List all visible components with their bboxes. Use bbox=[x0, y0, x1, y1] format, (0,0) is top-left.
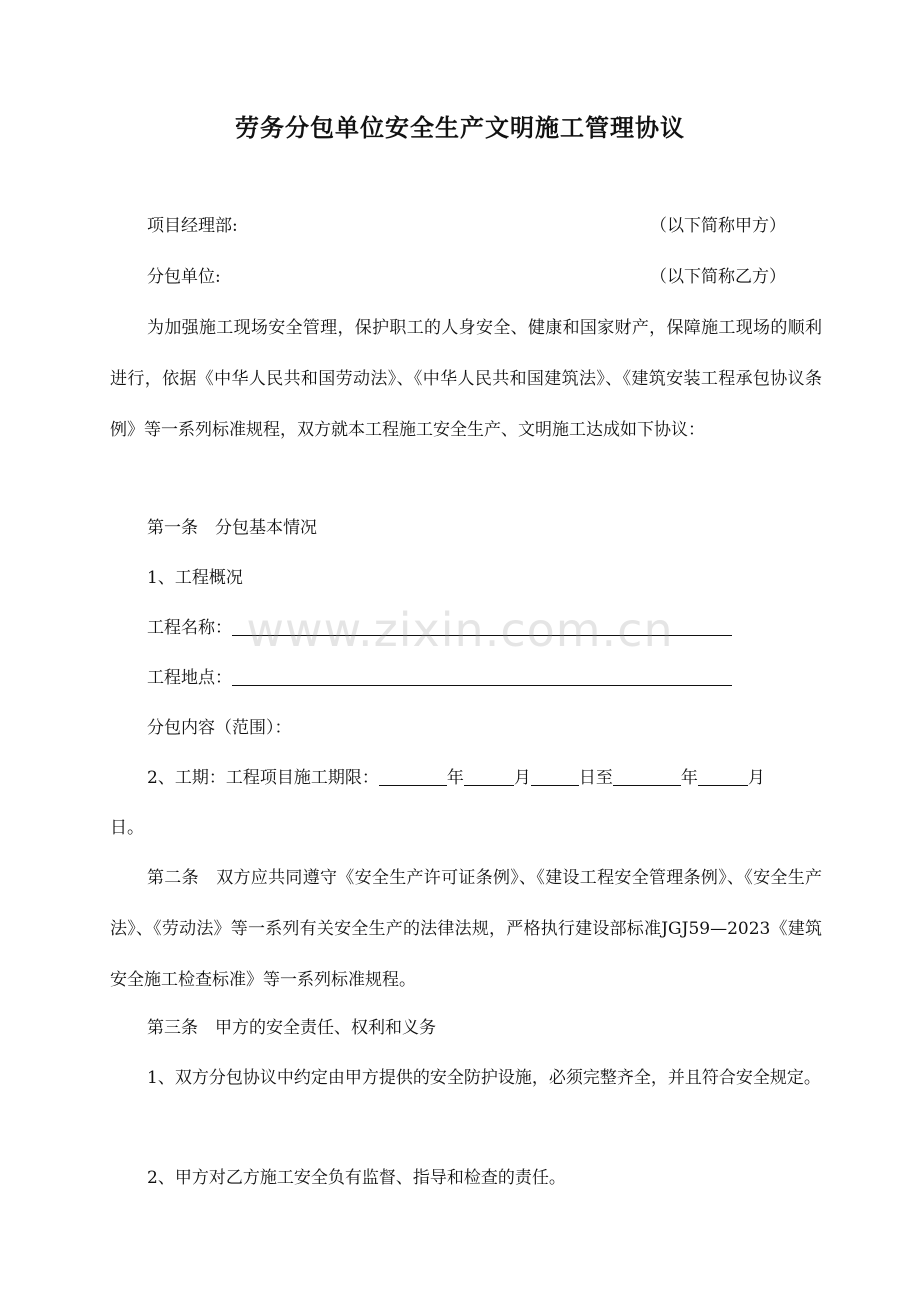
end-year-blank[interactable] bbox=[613, 767, 681, 786]
party-b-line bbox=[110, 252, 859, 303]
article1-item1: 1、工程概况 bbox=[147, 568, 243, 588]
party-a-note: （以下简称甲方） bbox=[650, 216, 786, 236]
article2-paragraph: 第二条 双方应共同遵守《安全生产许可证条例》、《建设工程安全管理条例》、《安全生产法》、《劳动法》等一系列有关安全生产的法律法规，严格执行建设部标准JGJ59—2023《建筑安全施工检查标准》等一系列标准规程。 bbox=[110, 868, 822, 990]
period-prefix: 2、工期：工程项目施工期限： bbox=[147, 768, 379, 788]
day-to-label: 日至 bbox=[578, 768, 613, 788]
article3-item2: 2、甲方对乙方施工安全负有监督、指导和检查的责任。 bbox=[147, 1168, 566, 1188]
preamble-paragraph: 为加强施工现场安全管理，保护职工的人身安全、健康和国家财产，保障施工现场的顺利进行，依据《中华人民共和国劳动法》、《中华人民共和国建筑法》、《建筑安装工程承包协议条例》等一系列标准规程，双方就本工程施工安全生产、文明施工达成如下协议： bbox=[110, 318, 822, 440]
end-month-label: 月 bbox=[747, 768, 765, 788]
period-line bbox=[110, 753, 859, 804]
start-year-label: 年 bbox=[446, 768, 464, 788]
project-site-label: 工程地点： bbox=[147, 668, 232, 688]
period-end-line: 日。 bbox=[110, 818, 144, 838]
document-title: 劳务分包单位安全生产文明施工管理协议 bbox=[235, 114, 685, 142]
project-site-line bbox=[110, 653, 859, 704]
start-month-blank[interactable] bbox=[464, 767, 514, 786]
party-b-label: 分包单位: bbox=[147, 267, 221, 287]
article3-heading: 第三条 甲方的安全责任、权利和义务 bbox=[147, 1018, 436, 1038]
party-a-label: 项目经理部: bbox=[147, 216, 238, 236]
start-day-blank[interactable] bbox=[531, 767, 579, 786]
end-month-blank[interactable] bbox=[698, 767, 748, 786]
article1-heading: 第一条 分包基本情况 bbox=[147, 518, 317, 538]
party-b-note: （以下简称乙方） bbox=[650, 267, 786, 287]
start-year-blank[interactable] bbox=[379, 767, 447, 786]
start-month-label: 月 bbox=[513, 768, 531, 788]
project-site-blank[interactable] bbox=[232, 667, 732, 686]
party-a-line bbox=[110, 201, 859, 252]
article3-item1: 1、双方分包协议中约定由甲方提供的安全防护设施，必须完整齐全，并且符合安全规定。 bbox=[147, 1068, 821, 1088]
end-year-label: 年 bbox=[680, 768, 698, 788]
watermark: www.zixin.com.cn bbox=[246, 603, 674, 657]
project-name-label: 工程名称： bbox=[147, 618, 232, 638]
scope-label: 分包内容（范围）： bbox=[147, 718, 292, 738]
